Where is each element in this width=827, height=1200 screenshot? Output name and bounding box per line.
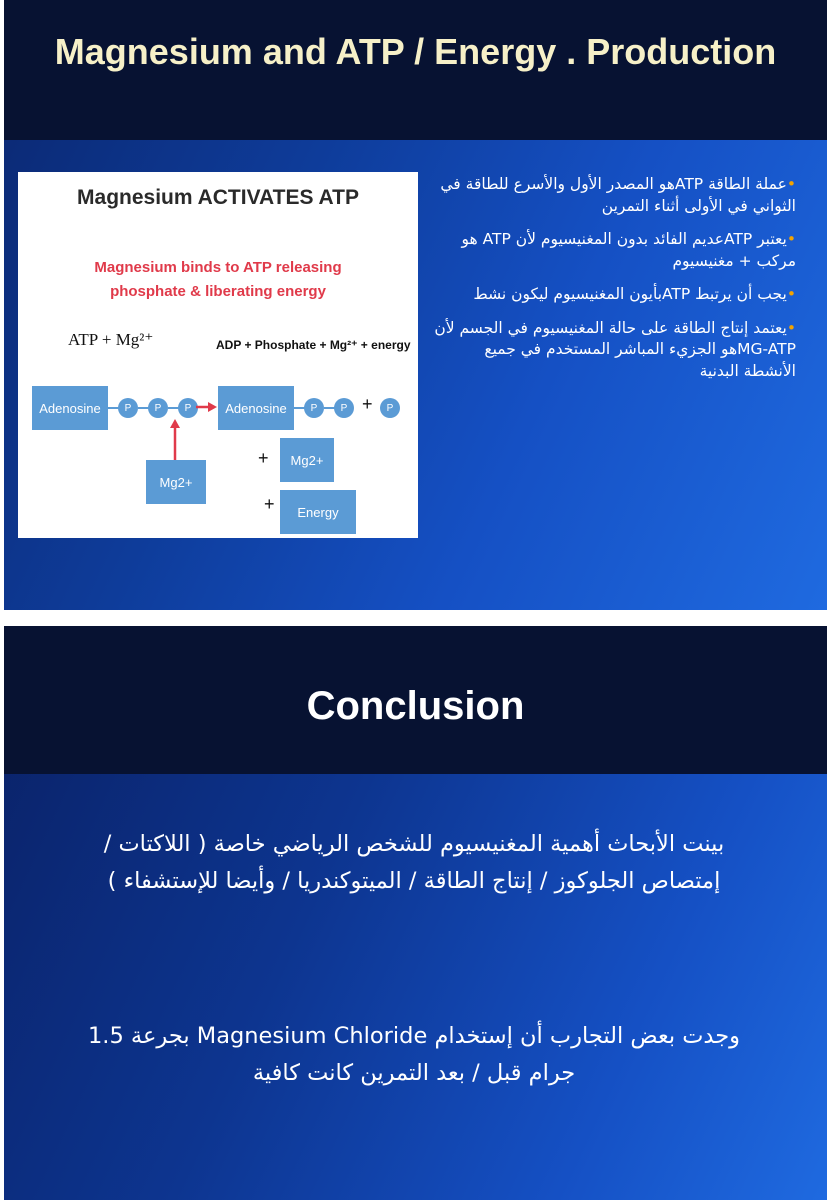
phosphate-circle: P <box>118 398 138 418</box>
phosphate-circle: P <box>380 398 400 418</box>
bullet-item: •يعتمد إنتاج الطاقة على حالة المغنيسيوم في الجسم لأن MG-ATPهو الجزيء المباشر المستخدم في جميع الأنشطة البدنية <box>434 318 796 380</box>
equation-left: ATP + Mg²⁺ <box>68 330 154 349</box>
bullet-dot-icon: • <box>786 318 796 337</box>
reaction-arrow-icon <box>196 400 218 414</box>
conclusion-paragraph: وجدت بعض التجارب أن إستخدام Magnesium Chloride بجرعة 1.5 جرام قبل / بعد التمرين كانت كافية <box>87 1023 741 1086</box>
adenosine-box-left: Adenosine <box>32 386 108 430</box>
adenosine-box-right: Adenosine <box>218 386 294 430</box>
phosphate-circle: P <box>334 398 354 418</box>
equation-right: ADP + Phosphate + Mg²⁺ + energy <box>216 338 411 352</box>
plus-sign: + <box>362 394 373 414</box>
bullet-dot-icon: • <box>786 175 796 193</box>
conclusion-paragraph: بينت الأبحاث أهمية المغنيسيوم للشخص الرياضي خاصة ( اللاكتات / إمتصاص الجلوكوز / إنتاج الطاقة / الميتوكندريا / وأيضا للإستشفاء ) <box>103 831 725 894</box>
mg-box-right: Mg2+ <box>280 438 334 482</box>
phosphate-circle: P <box>304 398 324 418</box>
energy-box: Energy <box>280 490 356 534</box>
plus-sign: + <box>258 448 269 468</box>
binding-arrow-icon <box>168 418 182 460</box>
bullet-item: •يعتبر ATPعديم الفائد بدون المغنيسيوم لأن ATP هو مركب + مغنيسيوم <box>461 230 796 270</box>
slide-conclusion <box>4 626 827 1200</box>
slide-title: Conclusion <box>306 684 525 728</box>
phosphate-circle: P <box>178 398 198 418</box>
bullet-dot-icon: • <box>786 285 796 303</box>
mg-box-left: Mg2+ <box>146 460 206 504</box>
magnesium-atp-diagram <box>18 172 418 538</box>
slide-title: Magnesium and ATP / Energy . Production <box>54 31 777 72</box>
plus-sign: + <box>264 494 275 514</box>
bullet-item: •يجب أن يرتبط ATPبأيون المغنيسيوم ليكون نشط <box>473 285 796 303</box>
bullet-item: •عملة الطاقة ATPهو المصدر الأول والأسرع للطاقة في الثواني في الأولى أثناء التمرين <box>440 175 796 215</box>
slide-atp-energy <box>4 0 827 610</box>
phosphate-circle: P <box>148 398 168 418</box>
bullet-dot-icon: • <box>786 230 796 248</box>
diagram-title: Magnesium ACTIVATES ATP <box>77 186 359 209</box>
bullet-list <box>428 174 796 394</box>
diagram-subtitle: Magnesium binds to ATP releasing phosphate & liberating energy <box>94 259 342 300</box>
